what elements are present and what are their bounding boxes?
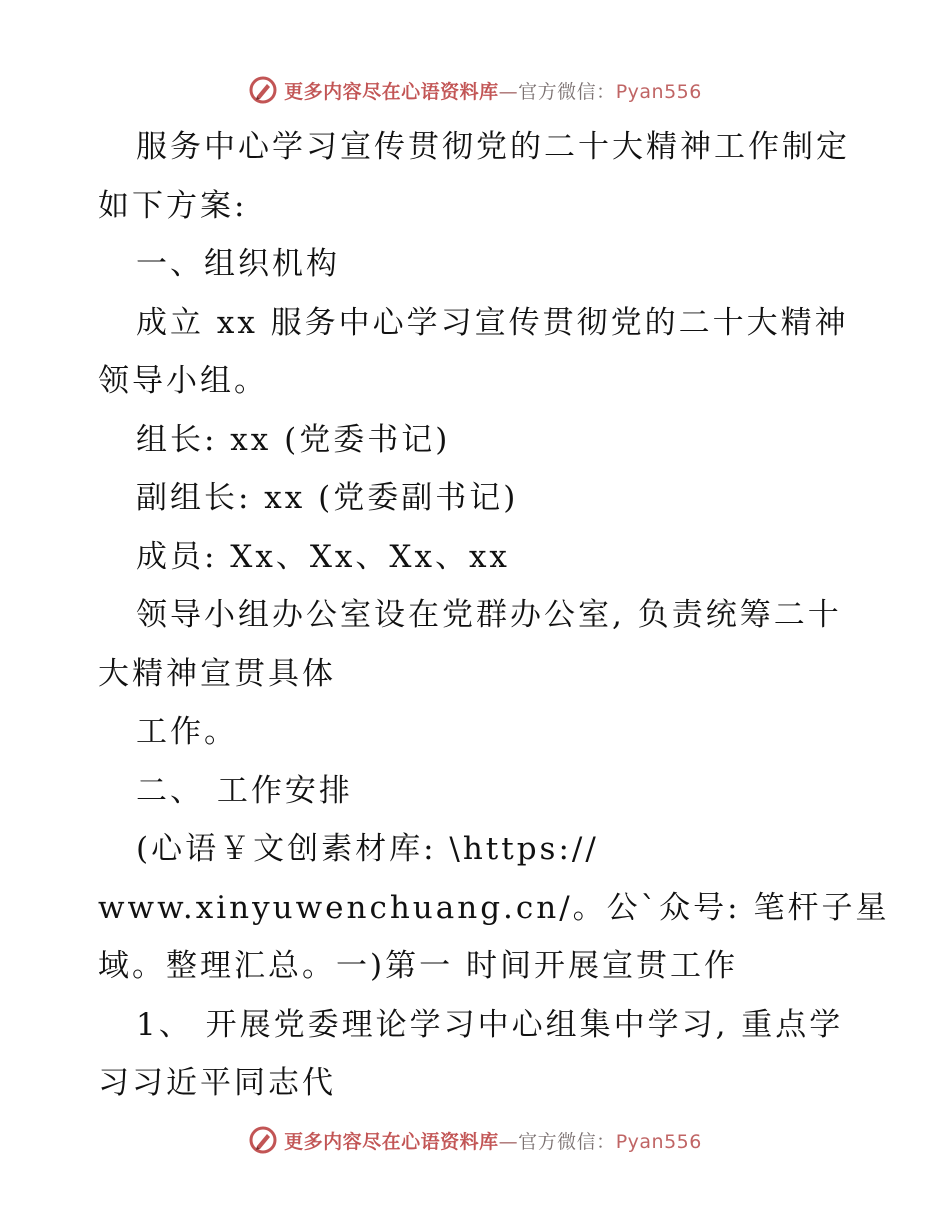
text-line: 域。整理汇总。一)第一 时间开展宣贯工作 bbox=[98, 948, 738, 984]
text-line: 副组长: xx (党委副书记) bbox=[136, 480, 519, 516]
banner-wechat-label: 官方微信： bbox=[518, 80, 616, 103]
text-line: 大精神宣贯具体 bbox=[98, 655, 336, 692]
banner-dash: — bbox=[498, 80, 519, 103]
section-heading: 一、组织机构 bbox=[136, 246, 340, 282]
text-line: 组长: xx (党委书记) bbox=[136, 421, 451, 458]
section-heading: 二、 工作安排 bbox=[136, 772, 353, 809]
text-line: 习习近平同志代 bbox=[98, 1065, 336, 1101]
pen-logo-icon bbox=[248, 75, 278, 105]
banner-promo-text: 更多内容尽在心语资料库 bbox=[284, 1130, 499, 1153]
banner-dash: — bbox=[498, 1130, 519, 1153]
footer-watermark-banner bbox=[0, 1120, 950, 1160]
text-line: 1、 开展党委理论学习中心组集中学习, 重点学 bbox=[136, 1006, 844, 1043]
text-line: 服务中心学习宣传贯彻党的二十大精神工作制定 bbox=[136, 129, 850, 165]
text-line: 成立 xx 服务中心学习宣传贯彻党的二十大精神 bbox=[136, 304, 849, 341]
text-line: 领导小组。 bbox=[98, 363, 268, 399]
text-line: 如下方案: bbox=[98, 187, 248, 224]
banner-promo-text: 更多内容尽在心语资料库 bbox=[284, 80, 499, 103]
document-body bbox=[98, 118, 890, 1113]
banner-wechat-id: Pyan556 bbox=[615, 1130, 702, 1153]
banner-wechat-label: 官方微信： bbox=[518, 1130, 616, 1153]
banner-wechat-id: Pyan556 bbox=[615, 80, 702, 103]
text-line: 成员: Xx、Xx、Xx、xx bbox=[136, 538, 510, 575]
pen-logo-icon bbox=[248, 1125, 278, 1155]
text-line: 工作。 bbox=[136, 714, 238, 750]
text-line: 领导小组办公室设在党群办公室, 负责统筹二十 bbox=[136, 597, 842, 633]
text-line: www.xinyuwenchuang.cn/。公`众号: 笔杆子星 bbox=[98, 889, 890, 926]
header-watermark-banner bbox=[0, 70, 950, 110]
text-line: (心语￥文创素材库: \https:// bbox=[136, 831, 599, 867]
